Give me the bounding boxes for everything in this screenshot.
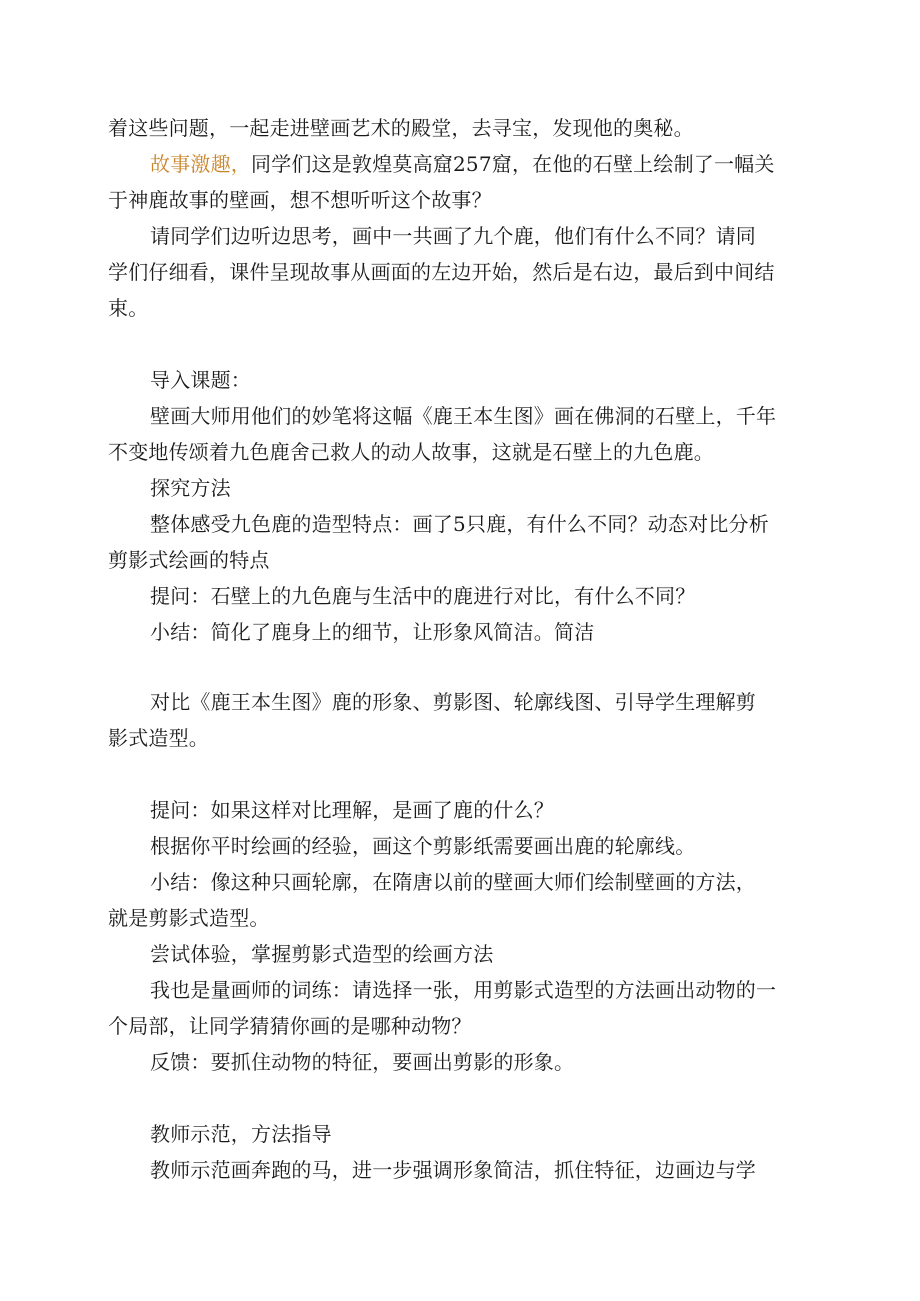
paragraph-line: 束。 [108, 296, 149, 320]
paragraph-line: 小结：简化了鹿身上的细节，让形象风简洁。简洁 [150, 620, 595, 644]
paragraph-line: 整体感受九色鹿的造型特点：画了5只鹿，有什么不同？动态对比分析 [150, 512, 769, 536]
section-heading: 导入课题： [150, 368, 251, 392]
paragraph-line: 不变地传颂着九色鹿舍己救人的动人故事，这就是石壁上的九色鹿。 [108, 440, 714, 464]
paragraph-line: 根据你平时绘画的经验，画这个剪影纸需要画出鹿的轮廓线。 [150, 834, 696, 858]
paragraph-line: 反馈：要抓住动物的特征，要画出剪影的形象。 [150, 1050, 575, 1074]
paragraph-line: 请同学们边听边思考，画中一共画了九个鹿，他们有什么不同？请同 [150, 224, 756, 248]
paragraph-line: 着这些问题，一起走进壁画艺术的殿堂，去寻宝，发现他的奥秘。 [108, 116, 694, 140]
paragraph-line: 我也是量画师的词练：请选择一张，用剪影式造型的方法画出动物的一 [150, 978, 777, 1002]
paragraph-line: 于神鹿故事的壁画，想不想听听这个故事？ [108, 188, 492, 212]
paragraph-line: 就是剪影式造型。 [108, 906, 270, 930]
paragraph-line-text: 同学们这是敦煌莫高窟257窟，在他的石壁上绘制了一幅关 [251, 152, 775, 176]
paragraph-line: 提问：石壁上的九色鹿与生活中的鹿进行对比，有什么不同？ [150, 584, 696, 608]
paragraph-line: 学们仔细看，课件呈现故事从画面的左边开始，然后是右边，最后到中间结 [108, 260, 775, 284]
section-heading: 尝试体验，掌握剪影式造型的绘画方法 [150, 942, 494, 966]
paragraph-line [150, 150, 775, 178]
section-heading: 教师示范，方法指导 [150, 1122, 332, 1146]
story-highlight-label: 故事激趣， [150, 152, 251, 176]
paragraph-line: 小结：像这种只画轮廓，在隋唐以前的壁画大师们绘制壁画的方法， [150, 870, 756, 894]
paragraph-line: 个局部，让同学猜猜你画的是哪种动物？ [108, 1014, 472, 1038]
paragraph-line: 剪影式绘画的特点 [108, 548, 270, 572]
paragraph-line: 影式造型。 [108, 726, 209, 750]
paragraph-line: 提问：如果这样对比理解，是画了鹿的什么？ [150, 798, 554, 822]
paragraph-line: 对比《鹿王本生图》鹿的形象、剪影图、轮廓线图、引导学生理解剪 [150, 690, 756, 714]
paragraph-line: 教师示范画奔跑的马，进一步强调形象简洁，抓住特征，边画边与学 [150, 1158, 756, 1182]
paragraph-line: 壁画大师用他们的妙笔将这幅《鹿王本生图》画在佛洞的石壁上，千年 [150, 404, 777, 428]
section-heading: 探究方法 [150, 476, 231, 500]
